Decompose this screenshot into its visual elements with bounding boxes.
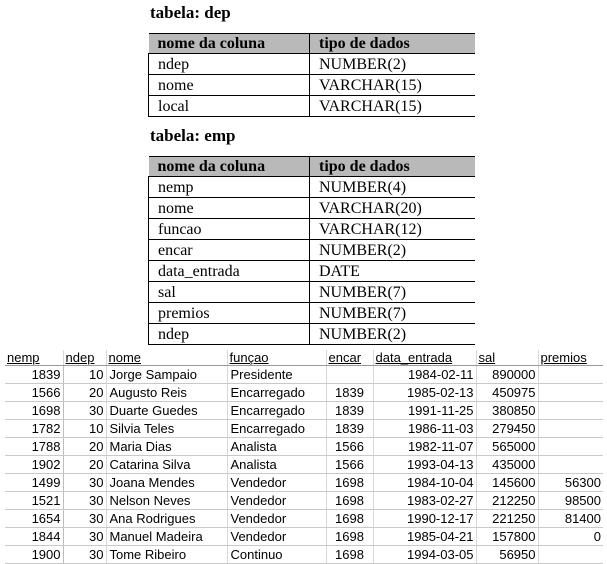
table-row [149,303,475,324]
sheet-header-2: nome [106,350,227,366]
column-name-cell: funcao [149,219,310,240]
sheet-header-row [5,350,603,366]
table-row [149,324,475,345]
sheet-cell: Continuo [227,546,326,564]
sheet-cell [538,456,603,474]
sheet-cell: 1698 [326,492,373,510]
sheet-cell: 1986-11-03 [373,420,476,438]
sheet-cell: 1698 [326,510,373,528]
sheet-cell: Silvia Teles [106,420,227,438]
sheet-cell: 81400 [538,510,603,528]
table-row [5,546,603,564]
column-name-cell: ndep [149,54,310,75]
table-row [149,198,475,219]
emp-table-title: tabela: emp [150,126,236,145]
sheet-cell: 1521 [5,492,63,510]
emp-data-table [5,350,603,564]
sheet-cell: Tome Ribeiro [106,546,227,564]
data-type-cell: VARCHAR(20) [310,198,475,219]
sheet-cell: Analista [227,438,326,456]
column-name-cell: nome [149,198,310,219]
data-type-cell: NUMBER(2) [310,324,475,345]
sheet-cell: 56300 [538,474,603,492]
table-row [149,54,475,75]
sheet-cell: 1993-04-13 [373,456,476,474]
sheet-cell: 157800 [476,528,538,546]
sheet-cell: 435000 [476,456,538,474]
sheet-cell: 1839 [5,366,63,384]
sheet-cell: 1566 [326,438,373,456]
sheet-cell: 20 [63,456,106,474]
sheet-header-7: premios [538,350,603,366]
sheet-cell: 1985-02-13 [373,384,476,402]
column-name-cell: nome [149,75,310,96]
sheet-cell: 145600 [476,474,538,492]
sheet-header-4: encar [326,350,373,366]
sheet-cell: 56950 [476,546,538,564]
sheet-cell: 1984-02-11 [373,366,476,384]
data-type-cell: DATE [310,261,475,282]
column-name-cell: local [149,96,310,117]
sheet-cell: Catarina Silva [106,456,227,474]
table-row [149,282,475,303]
sheet-cell: Vendedor [227,510,326,528]
sheet-cell: 1654 [5,510,63,528]
column-name-cell: nemp [149,177,310,198]
sheet-cell [538,366,603,384]
dep-table-title: tabela: dep [150,3,231,22]
sheet-cell: 1844 [5,528,63,546]
sheet-cell: Duarte Guedes [106,402,227,420]
table-row [5,438,603,456]
table-row [5,456,603,474]
sheet-cell: 30 [63,528,106,546]
sheet-cell: 30 [63,492,106,510]
sheet-cell: 1984-10-04 [373,474,476,492]
sheet-cell: 10 [63,366,106,384]
column-name-cell: ndep [149,324,310,345]
sheet-cell: Encarregado [227,384,326,402]
sheet-cell: 98500 [538,492,603,510]
table-row [5,366,603,384]
sheet-header-5: data_entrada [373,350,476,366]
sheet-cell [538,546,603,564]
sheet-cell [538,438,603,456]
sheet-cell: Jorge Sampaio [106,366,227,384]
sheet-cell [538,420,603,438]
sheet-cell: 1698 [326,528,373,546]
sheet-cell: 1698 [5,402,63,420]
sheet-cell: 1782 [5,420,63,438]
table-row [5,474,603,492]
sheet-cell: 1566 [326,456,373,474]
sheet-header-3: funçao [227,350,326,366]
emp-columns-table [148,156,475,345]
sheet-header-1: ndep [63,350,106,366]
data-type-cell: NUMBER(7) [310,282,475,303]
sheet-cell: 1990-12-17 [373,510,476,528]
sheet-cell: Analista [227,456,326,474]
dep-columns-table [148,33,475,117]
sheet-cell: 1982-11-07 [373,438,476,456]
sheet-cell: Augusto Reis [106,384,227,402]
table-row [5,510,603,528]
sheet-cell: Joana Mendes [106,474,227,492]
column-name-cell: premios [149,303,310,324]
sheet-cell [538,384,603,402]
table-row [149,75,475,96]
sheet-cell: 1839 [326,420,373,438]
sheet-cell: Vendedor [227,474,326,492]
sheet-cell: Vendedor [227,492,326,510]
sheet-cell: Encarregado [227,420,326,438]
column-header-row [149,34,475,54]
sheet-cell: 380850 [476,402,538,420]
data-type-cell: VARCHAR(12) [310,219,475,240]
sheet-cell [326,366,373,384]
sheet-header-0: nemp [5,350,63,366]
table-row [5,528,603,546]
table-row [149,219,475,240]
table-row [149,261,475,282]
column-name-header: nome da coluna [149,157,310,177]
sheet-cell: 212250 [476,492,538,510]
table-row [5,420,603,438]
column-name-cell: sal [149,282,310,303]
data-type-cell: NUMBER(7) [310,303,475,324]
sheet-cell: 20 [63,384,106,402]
sheet-cell: 1499 [5,474,63,492]
sheet-cell: 450975 [476,384,538,402]
sheet-cell: 565000 [476,438,538,456]
sheet-cell: Manuel Madeira [106,528,227,546]
sheet-cell: 279450 [476,420,538,438]
sheet-cell: Ana Rodrigues [106,510,227,528]
sheet-cell: 1698 [326,474,373,492]
sheet-cell: Vendedor [227,528,326,546]
emp-schema [148,126,475,345]
column-header-row [149,157,475,177]
sheet-cell: 30 [63,546,106,564]
sheet-cell: 1983-02-27 [373,492,476,510]
sheet-cell: Nelson Neves [106,492,227,510]
data-type-cell: VARCHAR(15) [310,96,475,117]
table-row [149,240,475,261]
sheet-cell: 1902 [5,456,63,474]
sheet-cell: 1994-03-05 [373,546,476,564]
sheet-cell: Encarregado [227,402,326,420]
data-type-cell: VARCHAR(15) [310,75,475,96]
table-row [5,402,603,420]
column-name-cell: encar [149,240,310,261]
sheet-cell: 1788 [5,438,63,456]
emp-data-sheet [5,350,603,564]
table-row [5,492,603,510]
sheet-cell: 1566 [5,384,63,402]
dep-schema [148,3,475,117]
sheet-cell: 1991-11-25 [373,402,476,420]
sheet-cell: 0 [538,528,603,546]
sheet-cell: 1839 [326,402,373,420]
column-name-cell: data_entrada [149,261,310,282]
sheet-cell: Maria Dias [106,438,227,456]
sheet-cell: 20 [63,438,106,456]
sheet-cell: 1839 [326,384,373,402]
table-row [5,384,603,402]
sheet-cell: 221250 [476,510,538,528]
column-name-header: nome da coluna [149,34,310,54]
sheet-cell: 30 [63,402,106,420]
sheet-cell: Presidente [227,366,326,384]
data-type-cell: NUMBER(2) [310,240,475,261]
sheet-cell: 30 [63,510,106,528]
sheet-cell: 890000 [476,366,538,384]
sheet-header-6: sal [476,350,538,366]
data-type-header: tipo de dados [310,157,475,177]
data-type-header: tipo de dados [310,34,475,54]
sheet-cell: 1985-04-21 [373,528,476,546]
sheet-cell: 1698 [326,546,373,564]
data-type-cell: NUMBER(2) [310,54,475,75]
sheet-cell: 1900 [5,546,63,564]
data-type-cell: NUMBER(4) [310,177,475,198]
table-row [149,177,475,198]
sheet-cell [538,402,603,420]
table-row [149,96,475,117]
sheet-cell: 10 [63,420,106,438]
sheet-cell: 30 [63,474,106,492]
